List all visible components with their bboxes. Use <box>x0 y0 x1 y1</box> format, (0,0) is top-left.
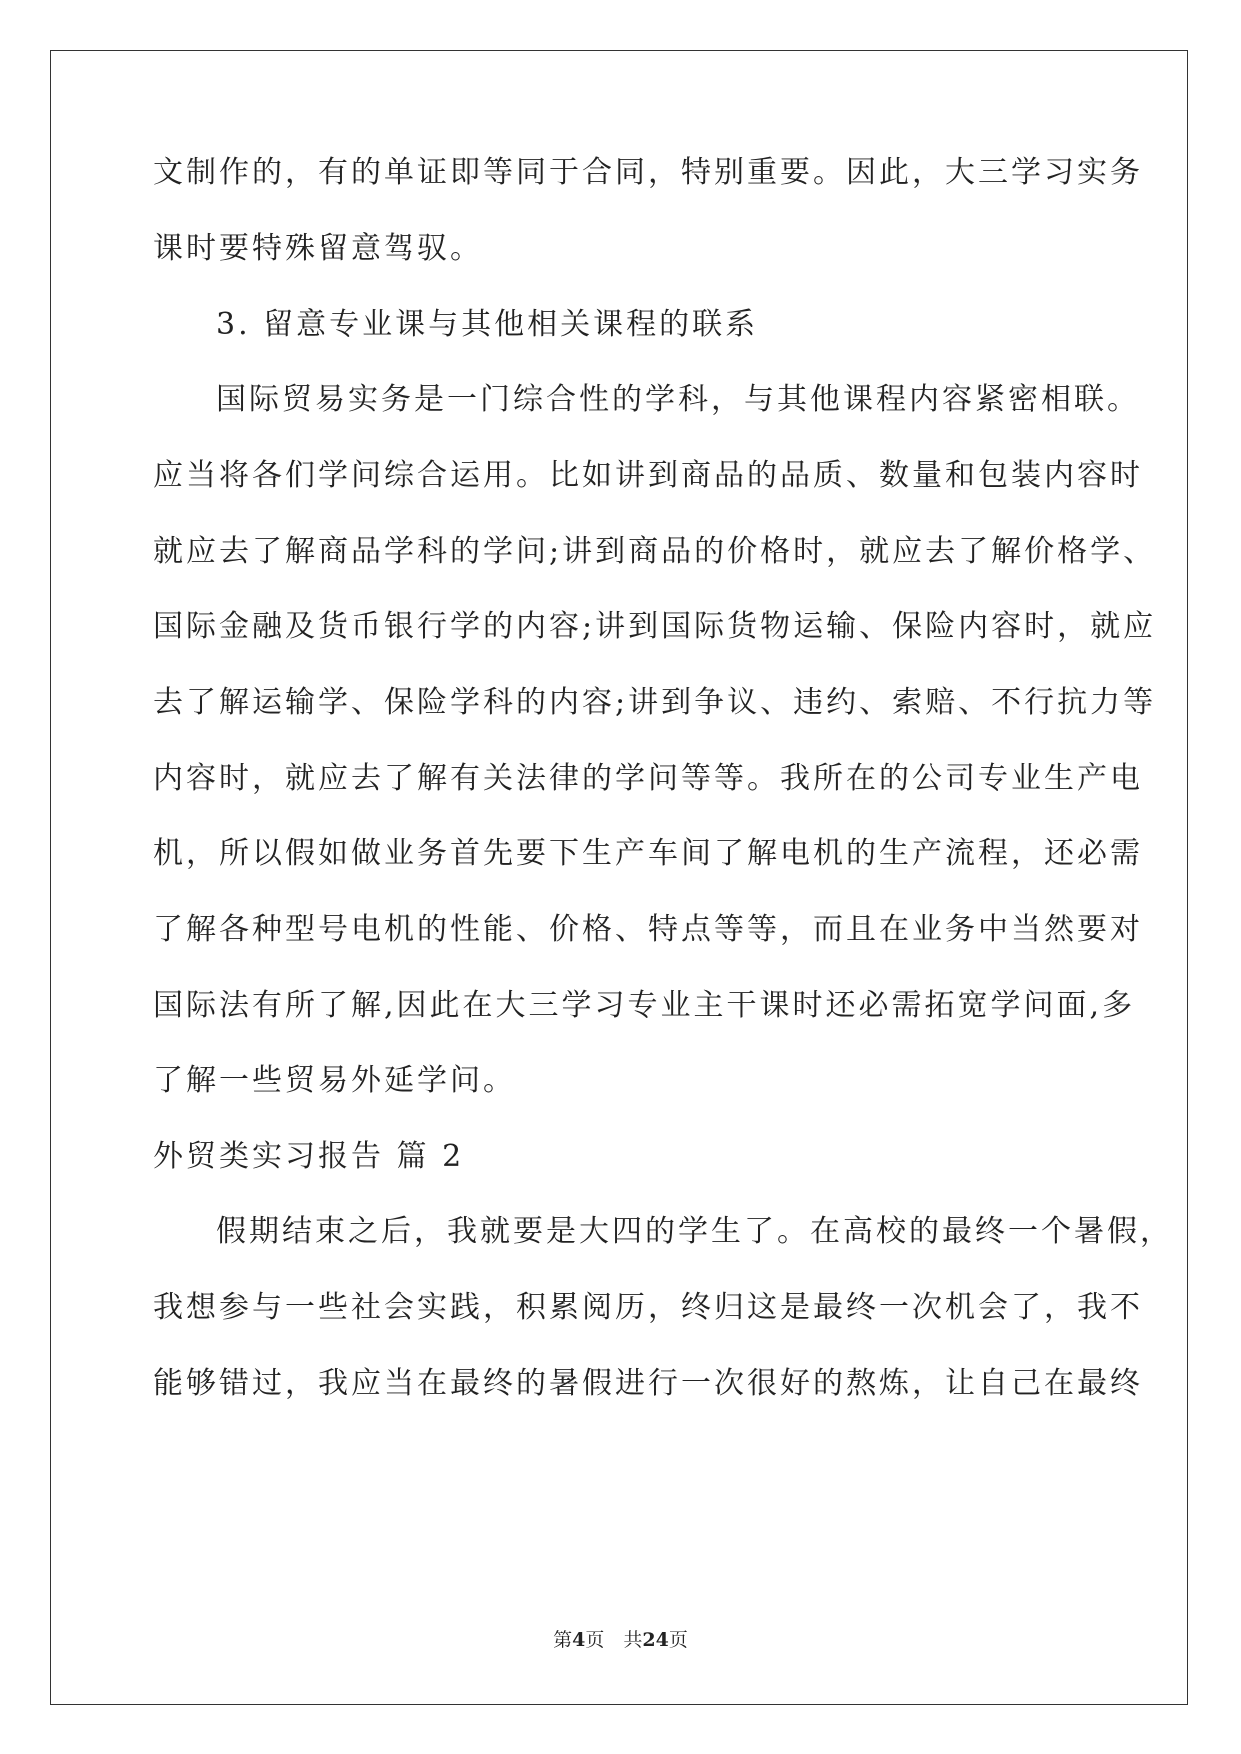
body-text-line: 我想参与一些社会实践，积累阅历，终归这是最终一次机会了，我不 <box>153 1290 1143 1325</box>
paragraph-first-line: 假期结束之后，我就要是大四的学生了。在高校的最终一个暑假， <box>216 1214 1173 1249</box>
paragraph-first-line: 国际贸易实务是一门综合性的学科，与其他课程内容紧密相联。 <box>216 382 1140 417</box>
body-text-line: 国际金融及货币银行学的内容;讲到国际货物运输、保险内容时，就应 <box>153 609 1157 644</box>
body-text-line: 课时要特殊留意驾驭。 <box>153 231 483 266</box>
current-page-number: 4 <box>572 1629 586 1651</box>
page-mid: 页 共 <box>585 1629 643 1651</box>
body-text-line: 应当将各们学问综合运用。比如讲到商品的品质、数量和包装内容时 <box>153 458 1143 493</box>
chapter-heading: 外贸类实习报告 篇 2 <box>153 1139 465 1174</box>
total-page-number: 24 <box>642 1629 669 1651</box>
section-heading: 3. 留意专业课与其他相关课程的联系 <box>216 307 759 342</box>
body-text-line: 去了解运输学、保险学科的内容;讲到争议、违约、索赔、不行抗力等 <box>153 685 1157 720</box>
page-number-footer <box>0 1628 1241 1652</box>
page-prefix: 第 <box>553 1629 573 1651</box>
page-border <box>50 50 1188 1705</box>
page-suffix: 页 <box>668 1629 688 1651</box>
body-text-line: 文制作的，有的单证即等同于合同，特别重要。因此，大三学习实务 <box>153 155 1143 190</box>
body-text-line: 了解一些贸易外延学问。 <box>153 1063 516 1098</box>
body-text-line: 机，所以假如做业务首先要下生产车间了解电机的生产流程，还必需 <box>153 836 1143 871</box>
body-text-line: 能够错过，我应当在最终的暑假进行一次很好的熬炼，让自己在最终 <box>153 1366 1143 1401</box>
body-text-line: 就应去了解商品学科的学问;讲到商品的价格时，就应去了解价格学、 <box>153 534 1157 569</box>
body-text-line: 了解各种型号电机的性能、价格、特点等等，而且在业务中当然要对 <box>153 912 1143 947</box>
body-text-line: 内容时，就应去了解有关法律的学问等等。我所在的公司专业生产电 <box>153 761 1143 796</box>
body-text-line: 国际法有所了解,因此在大三学习专业主干课时还必需拓宽学问面,多 <box>153 988 1136 1023</box>
